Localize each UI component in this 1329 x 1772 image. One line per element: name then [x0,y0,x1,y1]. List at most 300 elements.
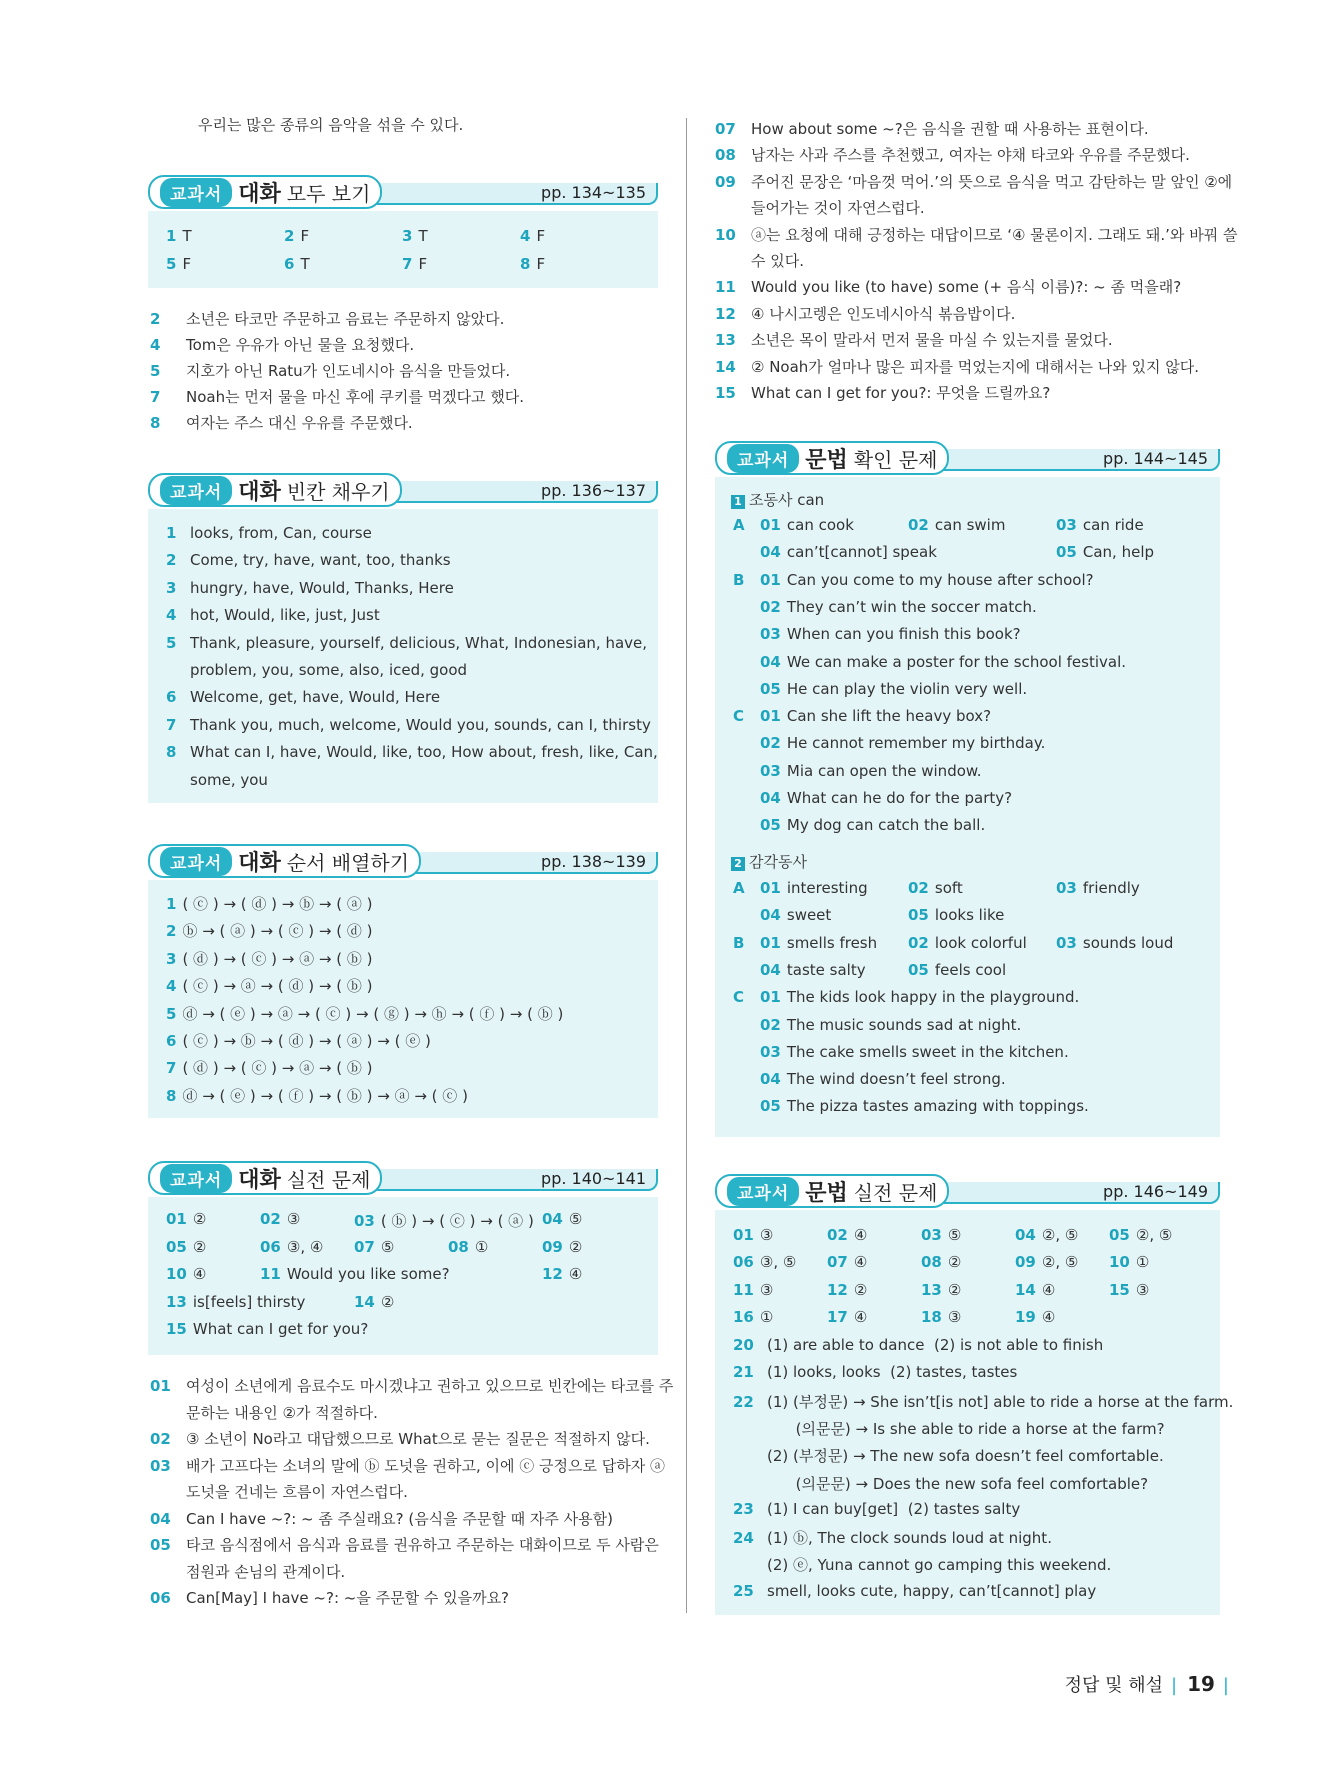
item-text: Can you come to my house after school? [786,570,1094,589]
answer-cell [760,1097,1089,1115]
item-text: ⑤ [380,1237,395,1256]
item-number: 05 [908,960,929,979]
item-number: 11 [715,278,736,297]
item-text: 배가 고프다는 소녀의 말에 ⓑ 도넛을 권하고, 이에 ⓒ 긍정으로 답하자 ⓐ [186,1456,665,1475]
section-title-sub: 실전 문제 [853,1180,938,1205]
item-text: smells fresh [786,933,878,952]
item-text: 소년은 타코만 주문하고 음료는 주문하지 않았다. [186,310,505,328]
page-range: pp. 134~135 [541,183,646,202]
header-pill [148,1161,382,1195]
item-text: T [418,227,428,245]
answer-cell [760,1070,1006,1088]
answer-line [166,893,372,914]
item-number: 7 [402,255,413,273]
header-pill [148,844,421,878]
footer-separator: | [1171,1675,1178,1696]
footer-separator: | [1222,1675,1229,1696]
section-title-sub: 확인 문제 [853,447,938,472]
item-text: 소년은 목이 말라서 먼저 물을 마실 수 있는지를 물었다. [751,331,1113,350]
item-text: ⑤ [947,1226,962,1244]
item-text: Welcome, get, have, Would, Here [190,688,441,707]
answer-cell [908,906,1004,924]
item-text: ④ [1041,1308,1056,1327]
item-number: 03 [760,1042,781,1061]
item-number: 05 [166,1237,187,1256]
item-text: ⓐ는 요청에 대해 긍정하는 대답이므로 ‘④ 물론이지. 그래도 돼.’와 바꿔 쓸 [751,225,1238,244]
item-text: Thank, pleasure, yourself, delicious, What, Indonesian, have, [190,633,648,652]
item-number: 17 [827,1308,848,1327]
explanation-line [150,412,413,433]
answer-line [166,579,454,597]
item-number: 12 [827,1280,848,1299]
item-text: (1) I can buy[get] (2) tastes salty [767,1499,1021,1518]
answer-cell [542,1238,582,1256]
item-number: 8 [166,743,177,762]
item-text: ( ⓒ ) → ⓐ → ( ⓓ ) → ( ⓑ ) [182,977,373,996]
explanation-line [715,144,1190,165]
answer-cell [733,1253,796,1271]
item-text: Come, try, have, want, too, thanks [190,551,451,570]
section-header-practice [148,1157,658,1197]
section-header-fill-blanks [148,469,658,509]
part-letter: C [733,707,745,726]
item-text: can ride [1082,516,1144,534]
item-text: ③ [759,1226,774,1244]
answer-cell [760,1016,1021,1034]
answer-cell [1015,1308,1055,1326]
item-text: ③, ④ [286,1237,324,1256]
answer-line [166,688,440,706]
item-number: 07 [354,1237,375,1256]
item-number: 22 [733,1392,754,1411]
item-text: 타코 음식점에서 음식과 음료를 권유하고 주문하는 대화이므로 두 사람은 [186,1536,659,1554]
page-range: pp. 138~139 [541,852,646,871]
answer-line [733,1391,1233,1412]
item-text: What can I, have, Would, like, too, How about, fresh, like, Can, [190,743,658,762]
answer-cell [760,961,866,979]
item-text: 여자는 주스 대신 우유를 주문했다. [186,414,413,432]
item-text: (1) ⓑ, The clock sounds loud at night. [767,1529,1052,1548]
explanation-line [715,118,1149,139]
explanation-line [715,276,1181,297]
item-text: ②, ⑤ [1041,1226,1079,1244]
answer-cell [760,543,937,561]
item-number: 09 [542,1237,563,1256]
item-text: Tom은 우유가 아닌 물을 요청했다. [186,336,415,354]
part-title-sense-verbs [731,851,807,872]
answer-cell [760,1043,1069,1061]
answer-cell [908,961,1006,979]
explanation-line [150,386,524,407]
answer-cell [827,1253,867,1271]
section-title-main: 문법 [805,1180,848,1206]
item-number: 03 [760,625,781,644]
item-text: 주어진 문장은 ‘마음껏 먹어.’의 뜻으로 음식을 먹고 감탄하는 말 앞인 ②에 [751,172,1233,191]
item-number: 14 [715,357,736,376]
item-text: The pizza tastes amazing with toppings. [786,1097,1089,1116]
page-range: pp. 146~149 [1103,1182,1208,1201]
answer-line [166,551,451,569]
item-number: 05 [760,1097,781,1116]
answer-cell [908,934,1027,952]
item-number: 23 [733,1499,754,1518]
item-number: 13 [715,331,736,350]
answer-line [166,661,467,679]
item-text: ④ 나시고렝은 인도네시아식 볶음밥이다. [751,304,1016,323]
answer-cell [760,516,854,534]
answer-cell [166,1320,368,1338]
answer-cell [1015,1281,1055,1299]
item-text: Can[May] I have ~?: ~을 주문할 수 있을까요? [186,1589,510,1607]
item-number: 04 [1015,1226,1036,1244]
explanation-line [715,329,1113,350]
answer-cell [760,934,877,952]
item-text: Noah는 먼저 물을 마신 후에 쿠키를 먹겠다고 했다. [186,388,525,406]
answer-cell [542,1210,582,1228]
item-number: 03 [1056,516,1077,534]
item-number: 12 [542,1265,563,1283]
explanation-line [150,1402,378,1423]
item-number: 2 [284,227,295,245]
answer-cell [1109,1253,1149,1271]
textbook-tag: 교과서 [160,1164,232,1193]
explanation-line [150,308,504,329]
item-text: ⑤ [568,1210,583,1228]
textbook-tag: 교과서 [160,476,232,505]
item-number: 2 [166,551,177,570]
item-number: 13 [166,1292,187,1311]
answer-cell [760,680,1027,698]
item-number: 04 [760,652,781,671]
answer-line [166,948,372,969]
answer-cell [1109,1226,1172,1244]
item-text: hungry, have, Would, Thanks, Here [190,578,454,597]
item-text: ④ [192,1265,207,1283]
item-number: 04 [760,960,781,979]
item-number: 5 [166,633,177,652]
item-text: ( ⓓ ) → ( ⓒ ) → ⓐ → ( ⓑ ) [182,949,373,968]
answer-cell [166,1210,206,1228]
item-text: problem, you, some, also, iced, good [190,661,468,679]
item-number: 24 [733,1529,754,1548]
explanation-line [150,360,510,381]
item-number: 04 [760,789,781,807]
explanation-line [150,334,414,355]
item-text: friendly [1082,879,1140,897]
item-number: 08 [715,146,736,165]
item-text: ③ [759,1280,774,1299]
item-text: ② [947,1280,962,1299]
answer-cell [166,255,191,273]
item-text: ① [759,1308,774,1327]
part-number-badge: 2 [731,857,745,871]
item-number: 3 [166,578,177,597]
item-text: T [182,227,192,245]
explanation-line [150,1587,509,1608]
item-number: 04 [150,1509,171,1528]
item-number: 06 [733,1253,754,1272]
item-text: (의문문) → Does the new sofa feel comfortable? [767,1474,1149,1493]
item-text: 남자는 사과 주스를 추천했고, 여자는 야채 타코와 우유를 주문했다. [751,146,1190,165]
answer-box-s1 [148,211,658,288]
item-text: ① [474,1237,489,1256]
item-text: smell, looks cute, happy, can’t[cannot] play [767,1581,1097,1600]
item-number: 20 [733,1336,754,1354]
item-number: 7 [166,1059,177,1078]
item-text: Thank you, much, welcome, Would you, sounds, can I, thirsty [190,715,651,734]
item-text: ③, ⑤ [759,1253,797,1272]
item-text: The music sounds sad at night. [786,1015,1022,1034]
explanation-line [715,250,804,271]
item-text: ②, ⑤ [1041,1253,1079,1272]
item-number: 03 [921,1226,942,1244]
item-number: 03 [1056,933,1077,952]
item-text: 도넛을 건네는 흐름이 자연스럽다. [186,1483,408,1501]
item-text: 문하는 내용인 ②가 적절하다. [186,1403,378,1422]
item-text: F [536,227,546,245]
item-number: 01 [166,1210,187,1228]
item-number: 04 [760,906,781,925]
answer-cell [166,1293,305,1311]
explanation-line [715,171,1232,192]
answer-line [166,524,372,542]
item-number: 05 [908,906,929,925]
item-number: 07 [715,120,736,138]
answer-cell [733,1226,773,1244]
answer-cell [354,1293,394,1311]
item-text: can swim [934,516,1006,534]
item-text: look colorful [934,933,1027,952]
item-number: 15 [1109,1280,1130,1299]
item-number: 14 [1015,1280,1036,1299]
item-text: F [418,255,428,273]
item-text: F [536,255,546,273]
item-number: 03 [760,761,781,780]
answer-cell [760,879,868,897]
intro-text: 우리는 많은 종류의 음악을 섞을 수 있다. [198,116,464,134]
item-text: is[feels] thirsty [192,1292,306,1311]
item-text: taste salty [786,960,866,979]
answer-line [166,920,372,941]
item-text: interesting [786,879,868,897]
part-letter: C [733,988,745,1007]
item-number: 3 [402,227,413,245]
section-header-ordering [148,840,658,880]
item-text: ( ⓒ ) → ⓑ → ( ⓓ ) → ( ⓐ ) → ( ⓔ ) [182,1032,431,1050]
answer-line [733,1554,1111,1575]
section-title-sub: 실전 문제 [286,1167,371,1192]
item-text: Would you like some? [286,1265,450,1283]
page-number: 19 [1187,1672,1215,1696]
answer-cell [520,255,545,273]
item-text: ② [192,1210,207,1228]
page-range: pp. 144~145 [1103,449,1208,468]
section-header-conversation-overview [148,171,658,211]
item-text: He cannot remember my birthday. [786,734,1046,753]
item-number: 01 [760,570,781,589]
item-number: 4 [166,606,177,625]
answer-cell [448,1238,488,1256]
answer-cell [760,762,982,780]
answer-cell [733,1281,773,1299]
item-number: 8 [150,414,161,432]
answer-cell [260,1238,323,1256]
item-text: some, you [190,770,268,789]
item-number: 01 [760,516,781,534]
item-text: Mia can open the window. [786,761,982,780]
item-text: What can he do for the party? [786,789,1013,807]
item-number: 02 [908,879,929,897]
item-text: ( ⓑ ) → ( ⓒ ) → ( ⓐ ) [380,1212,534,1230]
item-number: 02 [150,1430,171,1448]
textbook-tag: 교과서 [727,1177,799,1206]
answer-line [166,716,651,734]
item-number: 01 [760,933,781,952]
explanation-line [150,1561,345,1582]
item-text: 수 있다. [751,252,805,270]
answer-line [733,1336,1103,1354]
item-text: ④ [853,1308,868,1327]
explanation-line [150,1428,650,1449]
header-pill [715,441,949,475]
item-number: 3 [166,949,177,968]
item-number: 06 [150,1589,171,1607]
answer-cell [760,707,991,725]
item-text: ( ⓓ ) → ( ⓒ ) → ⓐ → ( ⓑ ) [182,1059,373,1078]
item-number: 02 [760,597,781,616]
item-text: (2) (부정문) → The new sofa doesn’t feel comfortable. [767,1447,1164,1466]
answer-cell [908,516,1005,534]
item-number: 16 [733,1308,754,1327]
section-title-main: 대화 [238,850,281,876]
item-number: 5 [166,255,177,273]
item-number: 8 [520,255,531,273]
explanation-line [150,1375,673,1396]
answer-line [166,606,380,624]
part-title-can [731,489,824,510]
explanation-line [715,197,925,218]
explanation-line [715,224,1237,245]
part-number-badge: 1 [731,495,745,509]
item-number: 05 [150,1536,171,1554]
page-range: pp. 136~137 [541,481,646,500]
answer-cell [166,227,192,245]
item-number: 02 [908,933,929,952]
answer-cell [284,255,310,273]
item-text: ② [380,1292,395,1311]
item-number: 2 [150,310,161,328]
item-text: Would you like (to have) some (+ 음식 이름)?: ~ 좀 먹을래? [751,278,1182,297]
explanation-line [715,382,1050,403]
item-text: ③ 소년이 No라고 대답했으므로 What으로 묻는 질문은 적절하지 않다. [186,1430,650,1448]
item-text: (1) (부정문) → She isn’t[is not] able to ride a horse at the farm. [767,1392,1234,1411]
section-header-grammar-check [715,437,1220,477]
answer-line [166,1085,468,1106]
column-divider [686,118,687,1613]
item-text: He can play the violin very well. [786,679,1028,698]
item-number: 05 [1056,543,1077,562]
part-letter: A [733,879,745,897]
section-title-main: 대화 [238,1167,281,1193]
item-text: (의문문) → Is she able to ride a horse at the farm? [767,1419,1165,1438]
item-text: F [300,227,310,245]
item-text: ② Noah가 얼마나 많은 피자를 먹었는지에 대해서는 나와 있지 않다. [751,357,1199,376]
answer-cell [760,988,1079,1006]
item-text: ⓓ → ( ⓔ ) → ⓐ → ( ⓒ ) → ( ⓖ ) → ⓗ → ( ⓕ ) → ( ⓑ ) [182,1004,564,1023]
answer-cell [1056,934,1173,952]
item-number: 21 [733,1363,754,1382]
answer-cell [542,1265,582,1283]
answer-cell [166,1238,206,1256]
item-number: 02 [260,1210,281,1228]
item-text: The cake smells sweet in the kitchen. [786,1042,1069,1061]
answer-cell [1109,1281,1149,1299]
answer-cell [760,906,831,924]
answer-cell [760,734,1045,752]
item-text: can cook [786,516,854,534]
item-number: 2 [166,922,177,941]
answer-cell [908,879,963,897]
item-text: ②, ⑤ [1135,1226,1173,1244]
item-text: The kids look happy in the playground. [786,988,1080,1007]
answer-cell [1056,516,1144,534]
item-number: 4 [166,977,177,996]
item-number: 02 [908,516,929,534]
item-text: (1) are able to dance (2) is not able to finish [767,1336,1104,1354]
textbook-tag: 교과서 [160,847,232,876]
item-number: 04 [760,543,781,562]
item-number: 11 [260,1265,281,1283]
page-range: pp. 140~141 [541,1169,646,1188]
answer-cell [760,816,985,834]
explanation-line [715,356,1199,377]
item-number: 05 [1109,1226,1130,1244]
item-text: ( ⓒ ) → ( ⓓ ) → ⓑ → ( ⓐ ) [182,895,373,913]
answer-cell [402,227,428,245]
item-number: 1 [166,895,177,913]
item-number: 5 [150,362,161,380]
explanation-line [150,1481,408,1502]
answer-line [166,634,647,652]
item-text: ④ [853,1226,868,1244]
part-letter: A [733,516,745,534]
answer-line [166,1030,431,1051]
part-letter: B [733,570,745,589]
item-number: 7 [166,715,177,734]
item-text: ② [947,1253,962,1272]
item-text: What can I get for you?: 무엇을 드릴까요? [751,384,1051,402]
item-number: 12 [715,304,736,323]
item-number: 10 [166,1265,187,1283]
item-text: What can I get for you? [192,1320,369,1338]
answer-line [733,1582,1096,1600]
item-number: 25 [733,1581,754,1600]
answer-cell [260,1210,300,1228]
item-number: 05 [760,679,781,698]
item-text: looks, from, Can, course [190,524,372,542]
answer-cell [827,1281,867,1299]
answer-cell [921,1308,961,1326]
answer-cell [733,1308,773,1326]
section-title-main: 문법 [805,447,848,473]
item-text: ⓑ → ( ⓐ ) → ( ⓒ ) → ( ⓓ ) [182,922,373,941]
item-text: ④ [853,1253,868,1272]
answer-line [733,1418,1165,1439]
answer-line [733,1445,1164,1466]
textbook-tag: 교과서 [160,178,232,207]
answer-cell [520,227,545,245]
answer-cell [1015,1226,1078,1244]
